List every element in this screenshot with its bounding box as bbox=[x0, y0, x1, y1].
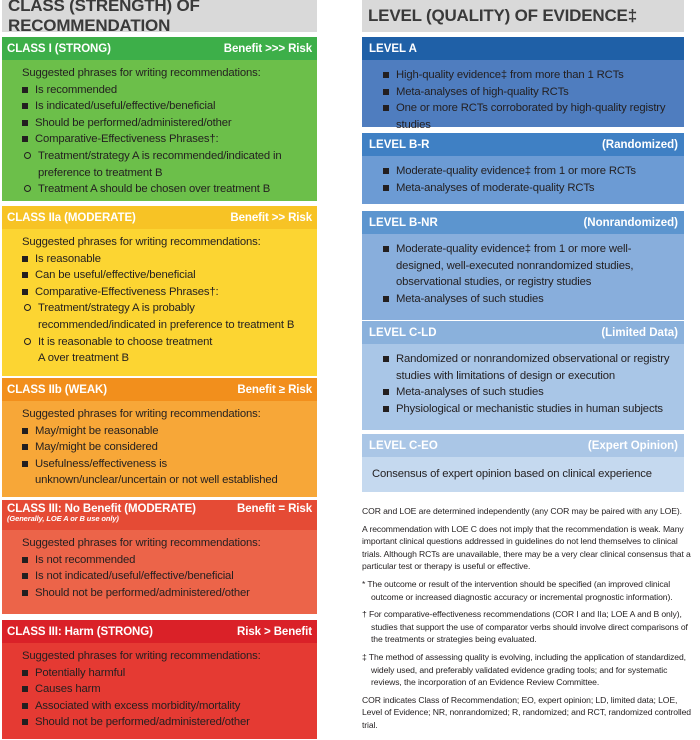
bullet-item: Usefulness/effectiveness is unknown/unclear/uncertain or not well established bbox=[22, 456, 311, 489]
bullet-item: Associated with excess morbidity/mortality bbox=[22, 698, 311, 715]
bullet-item: Should be performed/administered/other bbox=[22, 115, 311, 132]
evidence-column-title: LEVEL (QUALITY) OF EVIDENCE‡ bbox=[362, 0, 684, 32]
class-column-title: CLASS (STRENGTH) OF RECOMMENDATION bbox=[2, 0, 317, 32]
level-label: LEVEL C-LD bbox=[369, 326, 437, 339]
level-c-eo-panel bbox=[362, 434, 684, 492]
level-tag: (Randomized) bbox=[601, 138, 678, 151]
class-iia-panel bbox=[2, 206, 317, 376]
bullet-item: Can be useful/effective/beneficial bbox=[22, 267, 311, 284]
class-iib-panel bbox=[2, 378, 317, 497]
bullet-item: May/might be reasonable bbox=[22, 423, 311, 440]
bullet-item: Comparative-Effectiveness Phrases†: bbox=[22, 131, 311, 148]
level-b-nr-panel bbox=[362, 211, 684, 320]
class-header bbox=[2, 620, 317, 643]
evidence-column bbox=[362, 0, 691, 730]
bullet-item: Should not be performed/administered/other bbox=[22, 714, 311, 731]
class-ratio: Risk > Benefit bbox=[237, 625, 312, 638]
level-header bbox=[362, 211, 684, 234]
level-c-ld-panel bbox=[362, 321, 684, 430]
class-label: CLASS III: Harm (STRONG) bbox=[7, 625, 153, 638]
bullet-list bbox=[383, 351, 678, 417]
class-body bbox=[2, 229, 317, 376]
bullet-item: Is recommended bbox=[22, 82, 311, 99]
footnote: COR indicates Class of Recommendation; EO, expert opinion; LD, limited data; LOE, Level of Evidence; NR, nonrandomized; R, randomized; and RCT, randomized controlled trial. bbox=[362, 694, 691, 730]
level-body bbox=[362, 457, 684, 492]
class-body bbox=[2, 401, 317, 497]
bullet-item: Physiological or mechanistic studies in human subjects bbox=[383, 401, 678, 418]
footnote: ‡ The method of assessing quality is evolving, including the application of standardized, widely used, and preferably validated evidence grading tools; and for systematic reviews, the incorporation of an Evidence Review Committee. bbox=[362, 651, 686, 688]
bullet-item: Meta-analyses of such studies bbox=[383, 384, 678, 401]
class-ratio: Benefit >>> Risk bbox=[223, 42, 312, 55]
level-tag: (Nonrandomized) bbox=[583, 216, 678, 229]
class-intro: Suggested phrases for writing recommendations: bbox=[22, 67, 261, 79]
bullet-list bbox=[22, 251, 311, 301]
bullet-item: Moderate-quality evidence‡ from 1 or more RCTs bbox=[383, 163, 678, 180]
level-header bbox=[362, 133, 684, 156]
bullet-item: Meta-analyses of moderate-quality RCTs bbox=[383, 180, 678, 197]
class-intro: Suggested phrases for writing recommendations: bbox=[22, 650, 261, 662]
bullet-item: Moderate-quality evidence‡ from 1 or more well-designed, well-executed nonrandomized studies, observational studies, or registry studies bbox=[383, 241, 678, 291]
bullet-list bbox=[22, 665, 311, 731]
bullet-item: Randomized or nonrandomized observational or registry studies with limitations of design or execution bbox=[383, 351, 678, 384]
class-ratio: Benefit = Risk bbox=[237, 503, 312, 515]
class-header bbox=[2, 206, 317, 229]
bullet-item: High-quality evidence‡ from more than 1 RCTs bbox=[383, 67, 678, 84]
sub-bullet-item: Treatment/strategy A is probably recommended/indicated in preference to treatment B bbox=[24, 300, 311, 333]
bullet-item: May/might be considered bbox=[22, 439, 311, 456]
bullet-item: Is reasonable bbox=[22, 251, 311, 268]
class-iii-no-benefit-panel bbox=[2, 500, 317, 614]
class-header bbox=[2, 500, 317, 530]
class-label: CLASS III: No Benefit (MODERATE) bbox=[7, 503, 196, 515]
class-label: CLASS IIb (WEAK) bbox=[7, 383, 107, 396]
class-column bbox=[2, 0, 317, 729]
level-tag: (Limited Data) bbox=[601, 326, 678, 339]
level-body bbox=[362, 344, 684, 430]
bullet-list bbox=[383, 241, 678, 307]
sub-bullet-list bbox=[24, 300, 311, 366]
level-label: LEVEL C-EO bbox=[369, 439, 438, 452]
bullet-list bbox=[383, 163, 678, 196]
level-label: LEVEL B-NR bbox=[369, 216, 438, 229]
bullet-list bbox=[22, 552, 311, 602]
class-body bbox=[2, 643, 317, 739]
bullet-list bbox=[22, 423, 311, 489]
class-body bbox=[2, 530, 317, 614]
class-intro: Suggested phrases for writing recommendations: bbox=[22, 537, 261, 549]
sub-bullet-item: It is reasonable to choose treatment A over treatment B bbox=[24, 334, 311, 367]
class-i-panel bbox=[2, 37, 317, 201]
footnote: A recommendation with LOE C does not imply that the recommendation is weak. Many important clinical questions addressed in guidelines do not lend themselves to clinical trials. Although RCTs are unavailable, there may be a very clear clinical consensus that a particular test or therapy is useful or effective. bbox=[362, 523, 691, 572]
class-ratio: Benefit ≥ Risk bbox=[237, 383, 312, 396]
class-intro: Suggested phrases for writing recommendations: bbox=[22, 408, 261, 420]
level-body bbox=[362, 156, 684, 204]
level-text: Consensus of expert opinion based on clinical experience bbox=[372, 468, 652, 480]
sub-bullet-list bbox=[24, 148, 311, 198]
class-sublabel: (Generally, LOE A or B use only) bbox=[7, 514, 119, 523]
bullet-item: Causes harm bbox=[22, 681, 311, 698]
level-body bbox=[362, 234, 684, 320]
level-label: LEVEL B-R bbox=[369, 138, 430, 151]
bullet-list bbox=[22, 82, 311, 148]
bullet-item: Potentially harmful bbox=[22, 665, 311, 682]
class-header bbox=[2, 37, 317, 60]
bullet-item: One or more RCTs corroborated by high-quality registry studies bbox=[383, 100, 678, 133]
bullet-item: Is not recommended bbox=[22, 552, 311, 569]
bullet-item: Comparative-Effectiveness Phrases†: bbox=[22, 284, 311, 301]
sub-bullet-item: Treatment/strategy A is recommended/indicated in preference to treatment B bbox=[24, 148, 311, 181]
bullet-item: Is not indicated/useful/effective/beneficial bbox=[22, 568, 311, 585]
level-header bbox=[362, 321, 684, 344]
bullet-item: Should not be performed/administered/other bbox=[22, 585, 311, 602]
bullet-item: Meta-analyses of such studies bbox=[383, 291, 678, 308]
footnote: † For comparative-effectiveness recommendations (COR I and IIa; LOE A and B only), studies that support the use of comparator verbs should involve direct comparisons of the treatments or strategies being evaluated. bbox=[362, 609, 688, 645]
class-body bbox=[2, 60, 317, 201]
bullet-item: Is indicated/useful/effective/beneficial bbox=[22, 98, 311, 115]
class-header bbox=[2, 378, 317, 401]
footnote: COR and LOE are determined independently (any COR may be paired with any LOE). bbox=[362, 506, 682, 516]
level-header bbox=[362, 37, 684, 60]
class-intro: Suggested phrases for writing recommendations: bbox=[22, 236, 261, 248]
bullet-list bbox=[383, 67, 678, 133]
level-tag: (Expert Opinion) bbox=[587, 439, 678, 452]
class-ratio: Benefit >> Risk bbox=[230, 211, 312, 224]
level-body bbox=[362, 60, 684, 131]
level-b-r-panel bbox=[362, 133, 684, 204]
class-label: CLASS I (STRONG) bbox=[7, 42, 111, 55]
level-header bbox=[362, 434, 684, 457]
class-label: CLASS IIa (MODERATE) bbox=[7, 211, 136, 224]
level-a-panel bbox=[362, 37, 684, 131]
footnote: * The outcome or result of the intervention should be specified (an improved clinical outcome or increased diagnostic accuracy or incremental prognostic information). bbox=[362, 578, 673, 602]
sub-bullet-item: Treatment A should be chosen over treatment B bbox=[24, 181, 311, 198]
bullet-item: Meta-analyses of high-quality RCTs bbox=[383, 84, 678, 101]
footnotes bbox=[362, 505, 692, 737]
level-label: LEVEL A bbox=[369, 42, 417, 55]
class-iii-harm-panel bbox=[2, 620, 317, 739]
